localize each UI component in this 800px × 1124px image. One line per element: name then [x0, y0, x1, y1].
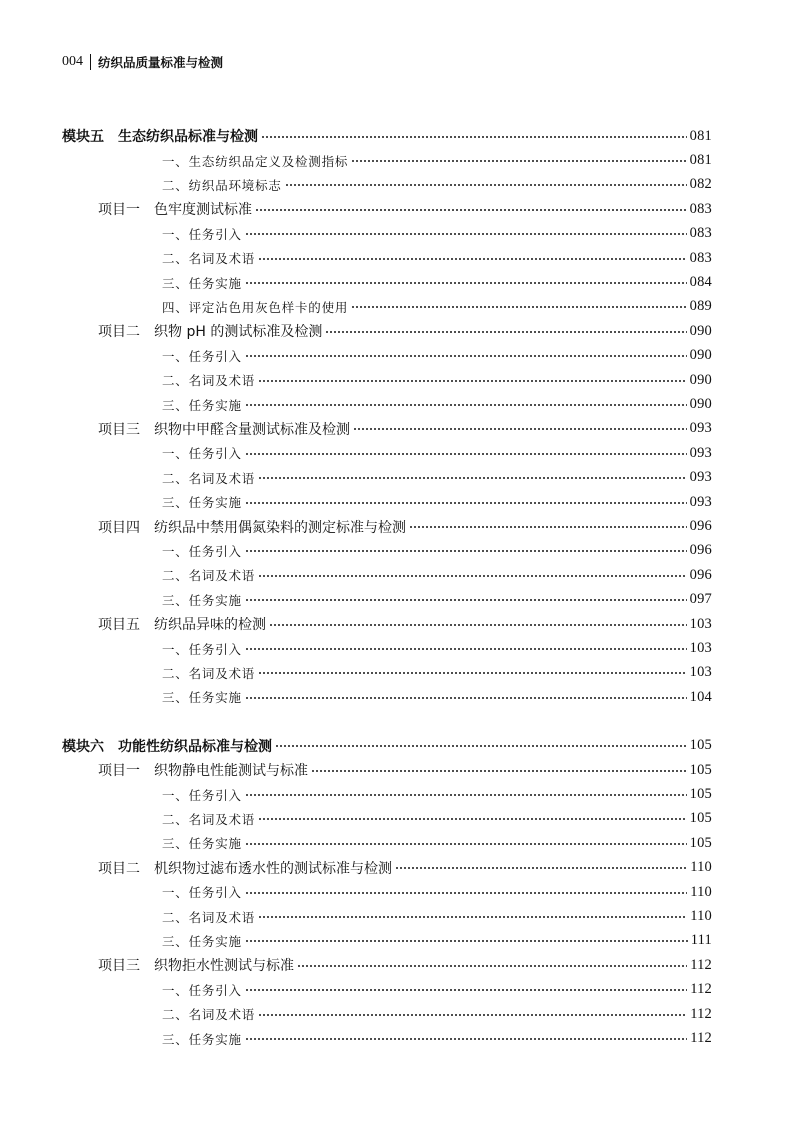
toc-entry-title: 二、名词及术语 [162, 470, 256, 486]
toc-entry-module[interactable] [62, 124, 712, 148]
toc-entry-title: 一、任务引入 [162, 641, 242, 657]
toc-entry-title: 三、任务实施 [162, 592, 242, 608]
toc-entry-page: 089 [689, 298, 712, 315]
toc-entry-page: 105 [689, 761, 712, 778]
toc-leader-dots [245, 276, 687, 289]
toc-leader-dots [261, 130, 687, 143]
toc-entry-page: 082 [689, 176, 712, 193]
toc-entry-sub[interactable] [162, 392, 712, 416]
toc-leader-dots [245, 1032, 687, 1045]
toc-entry-page: 093 [689, 420, 712, 437]
toc-entry-page: 112 [690, 981, 712, 998]
toc-entry-sub[interactable] [162, 1002, 712, 1026]
toc-leader-dots [269, 618, 687, 631]
toc-entry-page: 110 [690, 883, 712, 900]
toc-entry-sub[interactable] [162, 466, 712, 490]
toc-leader-dots [258, 471, 687, 484]
toc-entry-sub[interactable] [162, 904, 712, 928]
toc-leader-dots [255, 203, 687, 216]
toc-entry-sub[interactable] [162, 880, 712, 904]
toc-entry-title: 项目三 织物拒水性测试与标准 [98, 958, 294, 975]
toc-entry-sub[interactable] [162, 246, 712, 270]
toc-entry-page: 096 [689, 518, 712, 535]
toc-entry-page: 090 [689, 347, 712, 364]
toc-leader-dots [245, 934, 688, 947]
toc-entry-title: 项目二 机织物过滤布透水性的测试标准与检测 [98, 860, 392, 877]
toc-entry-page: 084 [689, 274, 712, 291]
toc-entry-title: 项目二 织物 pH 的测试标准及检测 [98, 324, 323, 341]
toc-entry-title: 项目五 纺织品异味的检测 [98, 617, 266, 634]
toc-entry-page: 090 [689, 396, 712, 413]
toc-entry-title: 项目四 纺织品中禁用偶氮染料的测定标准与检测 [98, 519, 406, 536]
toc-leader-dots [245, 886, 687, 899]
toc-entry-sub[interactable] [162, 685, 712, 709]
toc-entry-page: 105 [689, 810, 712, 827]
toc-leader-dots [258, 666, 687, 679]
toc-entry-page: 093 [689, 469, 712, 486]
header-book-title: 纺织品质量标准与检测 [98, 55, 224, 70]
toc-entry-page: 097 [689, 591, 712, 608]
toc-entry-sub[interactable] [162, 563, 712, 587]
toc-leader-dots [245, 544, 687, 557]
toc-entry-title: 一、任务引入 [162, 787, 242, 803]
toc-entry-title: 一、任务引入 [162, 226, 242, 242]
toc-entry-sub[interactable] [162, 148, 712, 172]
toc-leader-dots [245, 398, 687, 411]
toc-entry-title: 二、名词及术语 [162, 665, 256, 681]
toc-leader-dots [258, 569, 687, 582]
toc-leader-dots [245, 227, 687, 240]
toc-entry-page: 096 [689, 566, 712, 583]
toc-entry-sub[interactable] [162, 173, 712, 197]
toc-leader-dots [285, 178, 687, 191]
toc-leader-dots [245, 447, 687, 460]
toc-entry-page: 093 [689, 493, 712, 510]
toc-entry-page: 105 [689, 786, 712, 803]
toc-entry-sub[interactable] [162, 441, 712, 465]
toc-entry-title: 三、任务实施 [162, 495, 242, 511]
toc-entry-page: 081 [689, 152, 712, 169]
toc-entry-title: 二、纺织品环境标志 [162, 177, 282, 193]
toc-leader-dots [245, 788, 687, 801]
toc-entry-title: 三、任务实施 [162, 836, 242, 852]
toc-entry-title: 三、任务实施 [162, 397, 242, 413]
toc-entry-title: 一、任务引入 [162, 982, 242, 998]
toc-entry-sub[interactable] [162, 270, 712, 294]
toc-entry-sub[interactable] [162, 368, 712, 392]
toc-entry-page: 105 [689, 737, 712, 754]
toc-leader-dots [245, 642, 687, 655]
toc-entry-page: 103 [689, 664, 712, 681]
toc-entry-page: 093 [689, 444, 712, 461]
toc-entry-title: 项目一 织物静电性能测试与标准 [98, 763, 308, 780]
toc-entry-page: 103 [689, 615, 712, 632]
toc-entry-title: 三、任务实施 [162, 1031, 242, 1047]
toc-entry-project[interactable] [98, 197, 712, 221]
toc-entry-page: 096 [689, 542, 712, 559]
toc-entry-page: 112 [690, 1030, 712, 1047]
toc-entry-sub[interactable] [162, 539, 712, 563]
toc-entry-title: 二、名词及术语 [162, 568, 256, 584]
toc-entry-sub[interactable] [162, 807, 712, 831]
toc-entry-project[interactable] [98, 953, 712, 977]
toc-entry-title: 模块五 生态纺织品标准与检测 [62, 129, 258, 146]
toc-entry-page: 104 [689, 688, 712, 705]
toc-entry-title: 二、名词及术语 [162, 1007, 256, 1023]
toc-entry-page: 083 [689, 249, 712, 266]
toc-leader-dots [311, 764, 687, 777]
toc-entry-sub[interactable] [162, 1026, 712, 1050]
toc-entry-sub[interactable] [162, 222, 712, 246]
toc-entry-project[interactable] [98, 417, 712, 441]
toc-entry-sub[interactable] [162, 636, 712, 660]
toc-entry-page: 111 [690, 932, 712, 949]
toc-entry-project[interactable] [98, 319, 712, 343]
toc-entry-title: 项目一 色牢度测试标准 [98, 202, 252, 219]
toc-leader-dots [258, 374, 687, 387]
toc-entry-page: 105 [689, 834, 712, 851]
toc-entry-page: 112 [690, 1005, 712, 1022]
toc-entry-title: 一、任务引入 [162, 543, 242, 559]
toc-entry-sub[interactable] [162, 782, 712, 806]
toc-entry-project[interactable] [98, 514, 712, 538]
toc-entry-page: 112 [690, 956, 712, 973]
toc-leader-dots [258, 812, 687, 825]
toc-entry-sub[interactable] [162, 831, 712, 855]
toc-leader-dots [245, 691, 687, 704]
running-header [62, 52, 223, 72]
toc-entry-title: 二、名词及术语 [162, 811, 256, 827]
toc-leader-dots [297, 959, 687, 972]
toc-leader-dots [351, 154, 686, 167]
toc-entry-title: 一、任务引入 [162, 446, 242, 462]
toc-entry-page: 110 [690, 908, 712, 925]
toc-entry-title: 模块六 功能性纺织品标准与检测 [62, 738, 272, 755]
toc-entry-page: 110 [690, 859, 712, 876]
toc-entry-sub[interactable] [162, 344, 712, 368]
toc-leader-dots [409, 520, 687, 533]
toc-entry-page: 083 [689, 225, 712, 242]
toc-leader-dots [258, 910, 687, 923]
toc-entry-page: 083 [689, 200, 712, 217]
toc-entry-page: 081 [689, 127, 712, 144]
toc-entry-sub[interactable] [162, 490, 712, 514]
toc-entry-page: 090 [689, 371, 712, 388]
toc-leader-dots [325, 325, 686, 338]
toc-entry-title: 一、任务引入 [162, 885, 242, 901]
toc-entry-title: 项目三 织物中甲醛含量测试标准及检测 [98, 421, 350, 438]
toc-entry-module[interactable] [62, 734, 712, 758]
toc-entry-project[interactable] [98, 758, 712, 782]
toc-leader-dots [245, 837, 687, 850]
toc-entry-sub[interactable] [162, 978, 712, 1002]
toc-entry-title: 二、名词及术语 [162, 909, 256, 925]
toc-entry-page: 103 [689, 640, 712, 657]
toc-leader-dots [275, 739, 687, 752]
toc-entry-sub[interactable] [162, 661, 712, 685]
toc-entry-title: 三、任务实施 [162, 933, 242, 949]
toc-entry-sub[interactable] [162, 295, 712, 319]
toc-entry-title: 一、生态纺织品定义及检测指标 [162, 153, 349, 169]
toc-entry-page: 090 [689, 322, 712, 339]
toc-entry-title: 二、名词及术语 [162, 251, 256, 267]
toc-leader-dots [245, 593, 687, 606]
toc-entry-sub[interactable] [162, 929, 712, 953]
toc-leader-dots [353, 422, 687, 435]
toc-entry-sub[interactable] [162, 588, 712, 612]
toc-entry-title: 一、任务引入 [162, 348, 242, 364]
toc-leader-dots [245, 983, 687, 996]
toc-leader-dots [258, 1008, 687, 1021]
header-divider [90, 54, 91, 70]
toc-leader-dots [258, 252, 687, 265]
toc-entry-project[interactable] [98, 612, 712, 636]
toc-entry-title: 四、评定沾色用灰色样卡的使用 [162, 299, 349, 315]
toc-entry-title: 三、任务实施 [162, 275, 242, 291]
toc-leader-dots [351, 300, 686, 313]
toc-leader-dots [395, 861, 687, 874]
toc-entry-title: 三、任务实施 [162, 690, 242, 706]
toc-leader-dots [245, 349, 687, 362]
toc-entry-project[interactable] [98, 856, 712, 880]
toc-leader-dots [245, 496, 687, 509]
header-page-number: 004 [62, 54, 83, 69]
toc-entry-title: 二、名词及术语 [162, 373, 256, 389]
